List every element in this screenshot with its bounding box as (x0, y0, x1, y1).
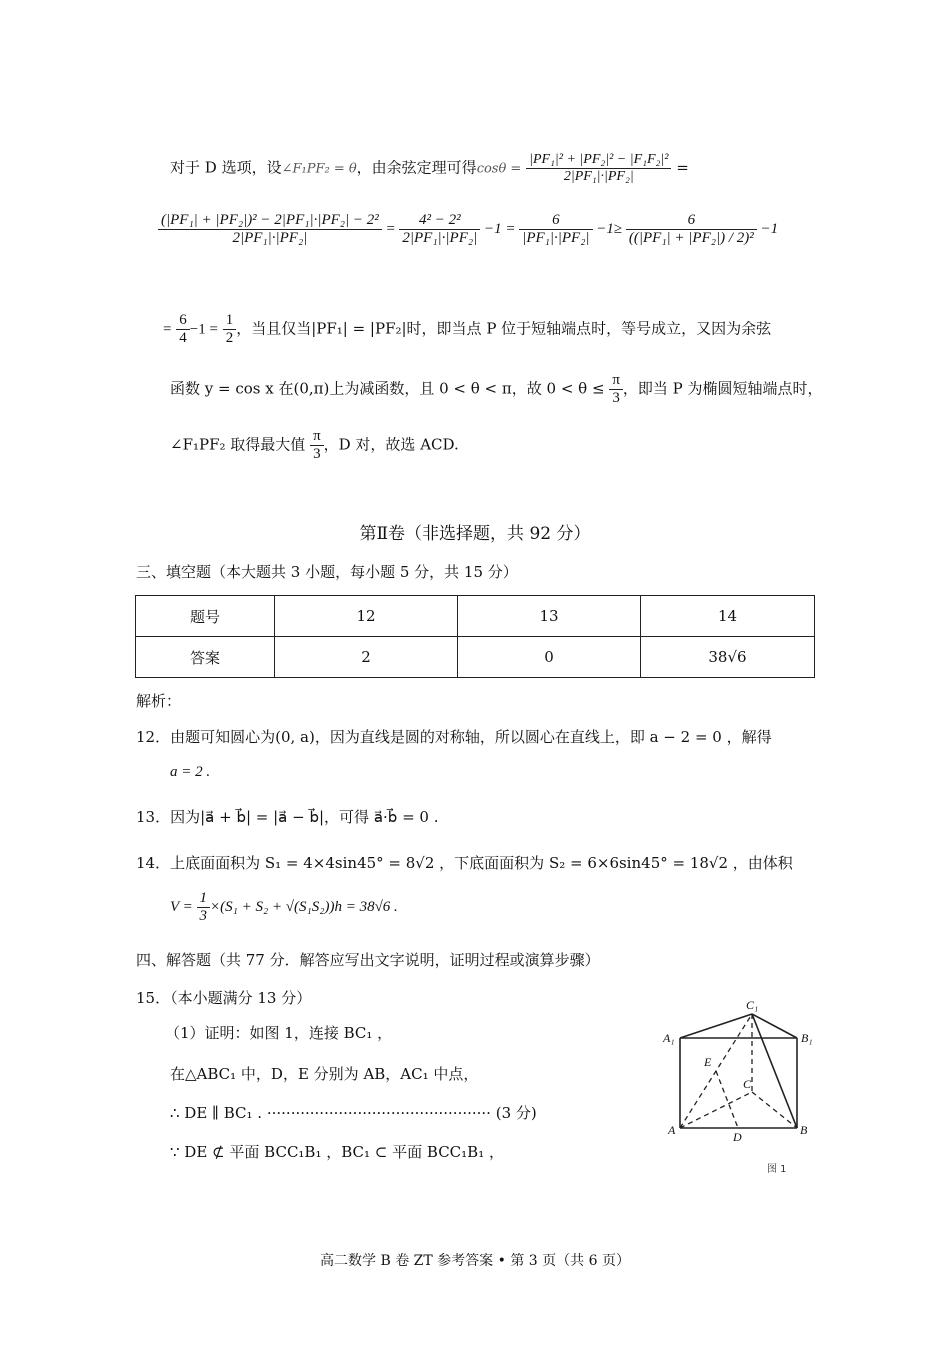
partd-line2: $\frac{\text{(|PF₁| + |PF₂|)² − 2|PF₁|·|PF₂| − 2²}}{\text{2|PF₁|·|PF₂|}}$ = $\frac{\text{4² − 2²}}{\text{2|PF₁|·|PF₂|}}$ −1 = $\frac{6}{\text{|PF₁|·|PF₂|}}$ −1≥ $\frac{6}{\text{((|PF₁| + |PF₂|) / 2)²}}$ −1 (158, 212, 778, 247)
section4-title: 四、解答题（共 77 分．解答应写出文字说明，证明过程或演算步骤） (136, 951, 600, 969)
label-b: B (800, 1123, 808, 1137)
fraction-5-den: ((|PF₁| + |PF₂|) / 2)² (628, 230, 754, 246)
table-cell: 2 (275, 637, 458, 678)
q15-line1: （1）证明：如图 1，连接 BC₁ ， (165, 1024, 393, 1042)
partd-line3-text: ，当且仅当|PF₁| = |PF₂|时，即当点 P 位于短轴端点时，等号成立，又因为余弦 (236, 319, 772, 338)
q15-line4: ∵ DE ⊄ 平面 BCC₁B₁ ，BC₁ ⊂ 平面 BCC₁B₁ ， (170, 1143, 504, 1161)
one-third (197, 890, 211, 925)
table-cell: 38√6 (641, 637, 815, 678)
q12-num: 12． (136, 728, 171, 746)
page-footer: 高二数学 B 卷 ZT 参考答案 • 第 3 页（共 6 页） (320, 1253, 630, 1269)
table-cell: 13 (458, 596, 641, 637)
q13-line (136, 806, 438, 827)
partd-line5-text: ∠F₁PF₂ 取得最大值 (170, 435, 306, 454)
fraction-6-den: 4 (179, 330, 187, 346)
q15-line2: 在△ABC₁ 中，D，E 分别为 AB，AC₁ 中点， (170, 1065, 479, 1083)
fraction-5 (626, 212, 757, 247)
partd-line1: 对于 D 选项，设∠F₁PF₂ = θ，由余弦定理可得cosθ = $\frac{\text{|PF₁|² + |PF₂|² − |F₁F₂|²}}{\text{2|PF₁|·|PF₂|}}$ = (170, 152, 689, 184)
pi-den: 3 (612, 390, 620, 406)
fraction-3 (399, 212, 480, 247)
q13-num: 13． (136, 808, 171, 826)
label-b1: B₁ (801, 1031, 813, 1045)
partd-line1-prefix: 对于 D 选项，设 (170, 158, 282, 177)
q14-v: V = (170, 898, 193, 915)
label-a: A (668, 1123, 676, 1137)
table-row (136, 637, 815, 678)
fraction-7-num: 1 (223, 312, 237, 330)
eq-sign: = (163, 321, 172, 338)
partd-line4-tail: ，即当 P 为椭圆短轴端点时， (622, 379, 823, 398)
pi-num: π (609, 372, 623, 390)
fraction-1 (526, 152, 671, 185)
analysis-label: 解析： (136, 692, 182, 710)
fraction-7-den: 2 (225, 330, 234, 346)
fraction-7 (223, 312, 237, 347)
label-c1: C₁ (746, 998, 759, 1012)
q14-text: 上底面面积为 S₁ = 4×4sin45° = 8√2 ，下底面面积为 S₂ = 6×6sin45° = 18√2 ，由体积 (170, 854, 793, 872)
table-cell: 12 (275, 596, 458, 637)
pi-over-3 (609, 372, 623, 407)
q12-line2: a = 2 . (170, 764, 211, 780)
q12-line1 (136, 726, 772, 747)
section2-title: 第Ⅱ卷（非选择题，共 92 分） (359, 524, 591, 544)
partd-line4 (170, 372, 823, 407)
ge-sign: −1≥ (596, 220, 623, 237)
angle-expr: ∠F₁PF₂ = θ (281, 161, 357, 177)
pi-num-b: π (310, 428, 324, 446)
figure-caption: 图 1 (767, 1164, 787, 1175)
q14-line2 (170, 890, 398, 925)
answer-table (135, 595, 815, 678)
edge-c1-b (752, 1014, 797, 1128)
section3-title: 三、填空题（本大题共 3 小题，每小题 5 分，共 15 分） (136, 563, 518, 581)
one-third-den: 3 (199, 908, 208, 924)
fraction-4 (519, 212, 592, 247)
fraction-4-den: |PF₁|·|PF₂| (522, 230, 590, 246)
table-row (136, 596, 815, 637)
edge-c1-b1 (752, 1014, 797, 1038)
q12-text: 由题可知圆心为(0, a)，因为直线是圆的对称轴，所以圆心在直线上，即 a − 2 = 0 ，解得 (170, 728, 772, 746)
table-cell: 14 (641, 596, 815, 637)
q14-num: 14． (136, 854, 171, 872)
fraction-2 (158, 212, 382, 247)
fraction-2-den: 2|PF₁|·|PF₂| (232, 230, 308, 246)
minus-one: −1 = (483, 220, 516, 237)
one-third-num: 1 (197, 890, 211, 908)
tail-minus-one: −1 (760, 220, 779, 237)
partd-line3 (163, 312, 771, 347)
pi-over-3-b (310, 428, 324, 463)
partd-line4-text: 函数 y = cos x 在(0,π)上为减函数，且 0 < θ < π，故 0 < θ ≤ (170, 379, 605, 398)
fraction-1-num: |PF₁|² + |PF₂|² − |F₁F₂|² (526, 152, 671, 169)
fraction-5-num: 6 (626, 212, 757, 230)
edge-a1-c1 (680, 1014, 752, 1038)
q14-line1 (136, 852, 793, 873)
table-cell: 题号 (136, 596, 275, 637)
table-cell: 0 (458, 637, 641, 678)
partd-line5 (170, 428, 459, 463)
partd-line5-tail: ，D 对，故选 ACD. (323, 435, 459, 454)
partd-line1-mid: ，由余弦定理可得 (356, 158, 477, 177)
fraction-6 (176, 312, 190, 347)
minus-one-eq: −1 = (189, 321, 218, 338)
cos-expr: cosθ = (476, 161, 522, 177)
q15-head: 15．（本小题满分 13 分） (136, 989, 312, 1007)
label-c: C (743, 1077, 752, 1091)
label-e: E (704, 1055, 712, 1069)
label-a1: A₁ (663, 1031, 675, 1045)
prism-figure (655, 998, 820, 1180)
fraction-1-den: 2|PF₁|·|PF₂| (563, 169, 634, 184)
table-cell: 答案 (136, 637, 275, 678)
q13-text: 因为|a⃗ + b⃗| = |a⃗ − b⃗|，可得 a⃗·b⃗ = 0 . (170, 808, 439, 826)
fraction-3-num: 4² − 2² (399, 212, 480, 230)
edge-e-d (716, 1071, 738, 1128)
fraction-2-num: (|PF₁| + |PF₂|)² − 2|PF₁|·|PF₂| − 2² (158, 212, 382, 230)
q14-post: ×(S₁ + S₂ + √(S₁S₂))h = 38√6 . (210, 898, 398, 915)
fraction-3-den: 2|PF₁|·|PF₂| (402, 230, 478, 246)
q15-line3: ∴ DE ∥ BC₁ . ··············································· (3 分) (170, 1104, 537, 1122)
fraction-4-num: 6 (519, 212, 592, 230)
label-d: D (733, 1130, 742, 1144)
pi-den-b: 3 (313, 446, 321, 462)
fraction-6-num: 6 (176, 312, 190, 330)
